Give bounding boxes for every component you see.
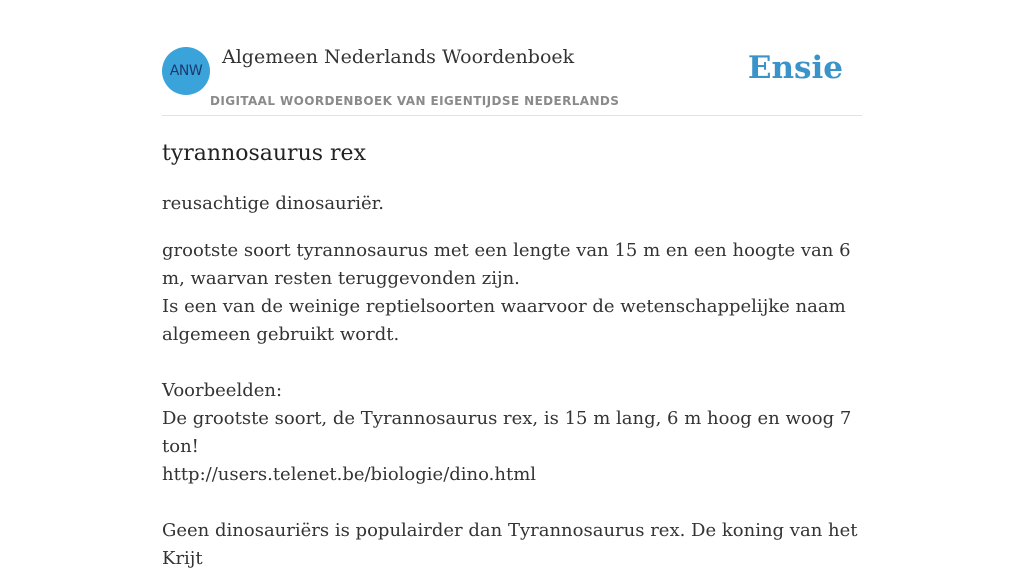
site-subtitle: DIGITAAL WOORDENBOEK VAN EIGENTIJDSE NEDERLANDS — [210, 94, 620, 108]
anw-logo-text: ANW — [169, 63, 203, 79]
anw-logo[interactable] — [162, 47, 210, 95]
short-definition: reusachtige dinosauriër. — [162, 193, 385, 214]
header-divider — [162, 115, 862, 116]
entry-description: grootste soort tyrannosaurus met een lengte van 15 m en een hoogte van 6 m, waarvan resten teruggevonden zijn. Is een van de weinige reptielsoorten waarvoor de wetenschappelijke naam algemeen gebruikt wordt. Voorbeelden: De grootste soort, de Tyrannosaurus rex, is 15 m lang, 6 m hoog en woog 7 ton! http://users.telenet.be/biologie/dino.html Geen dinosauriërs is populairder dan Tyrannosaurus rex. De koning van het Krijt — [162, 240, 858, 569]
site-title[interactable]: Algemeen Nederlands Woordenboek — [222, 46, 575, 68]
entry-title: tyrannosaurus rex — [162, 141, 366, 166]
entry-content — [162, 138, 862, 573]
ensie-brand-link[interactable]: Ensie — [747, 50, 843, 86]
